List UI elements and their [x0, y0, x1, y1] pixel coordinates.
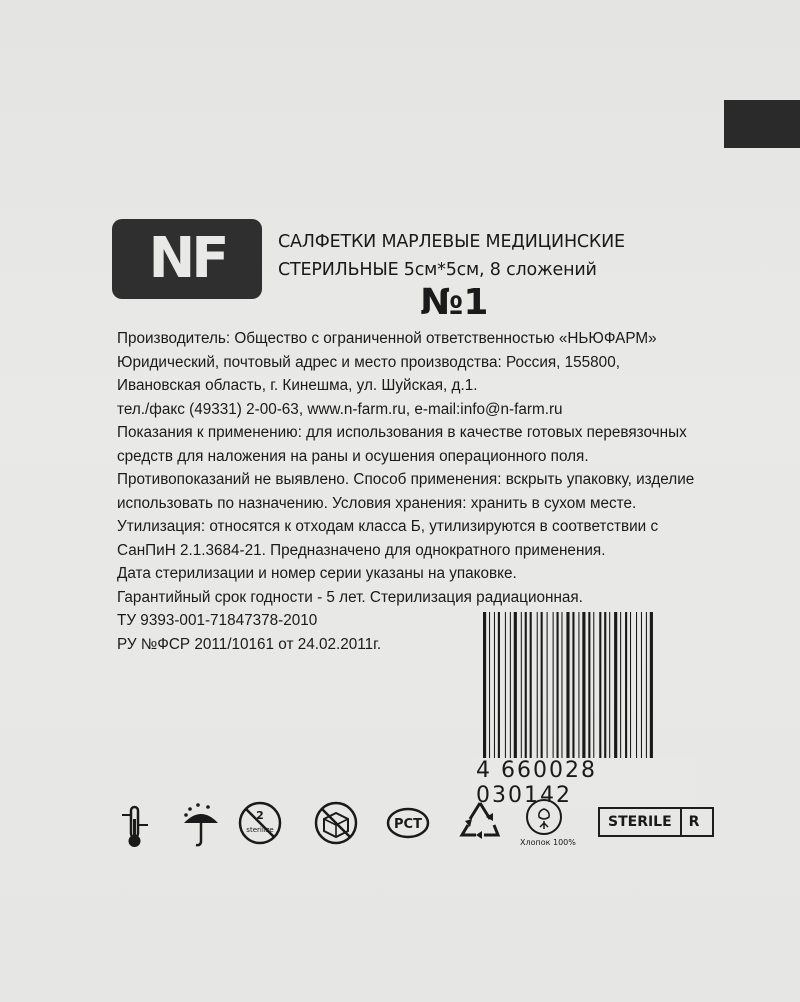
- text-line: Утилизация: относятся к отходам класса Б, утилизируются в соответствии с: [117, 518, 659, 535]
- barcode-bar: [636, 612, 637, 772]
- cotton-label: Хлопок 100%: [520, 838, 576, 847]
- barcode-bar: [582, 612, 585, 772]
- barcode-bar: [489, 612, 490, 772]
- pct-mark-text: PCT: [394, 817, 422, 832]
- do-not-resterilize-icon: [236, 799, 284, 847]
- cotton-icon: [522, 797, 566, 837]
- product-title: [278, 228, 778, 284]
- barcode-bar: [599, 612, 601, 772]
- pct-certification-icon: [384, 803, 434, 843]
- text-line: использовать по назначению. Условия хранения: хранить в сухом месте.: [117, 494, 637, 512]
- keep-dry-umbrella-icon: [178, 801, 224, 849]
- barcode-bar: [561, 612, 562, 772]
- logo-text: NF: [148, 226, 226, 291]
- barcode: [483, 612, 686, 772]
- recycle-icon: [456, 797, 504, 845]
- sterile-label: STERILE: [600, 809, 682, 835]
- barcode-bar: [614, 612, 617, 772]
- barcode-bar: [609, 612, 610, 772]
- barcode-bar: [553, 612, 554, 772]
- product-number: №1: [420, 282, 489, 323]
- barcode-bar: [625, 612, 627, 772]
- barcode-bar: [525, 612, 527, 772]
- title-line-1: САЛФЕТКИ МАРЛЕВЫЕ МЕДИЦИНСКИЕ: [278, 232, 625, 252]
- barcode-bar: [630, 612, 631, 772]
- text-line: Показания к применению: для использования в качестве готовых перевязочных: [117, 424, 687, 441]
- text-line: Дата стерилизации и номер серии указаны на упаковке.: [117, 565, 517, 582]
- text-line: Производитель: Общество с ограниченной ответственностью «НЬЮФАРМ»: [117, 330, 657, 347]
- barcode-bar: [650, 612, 653, 772]
- text-line: Юридический, почтовый адрес и место производства: Россия, 155800,: [117, 353, 620, 371]
- barcode-bar: [494, 612, 495, 772]
- package-damaged-icon: [312, 799, 360, 847]
- barcode-bar: [510, 612, 511, 772]
- barcode-bar: [566, 612, 569, 772]
- barcode-bar: [530, 612, 532, 772]
- barcode-bar: [498, 612, 500, 772]
- barcode-bar: [505, 612, 506, 772]
- barcode-bar: [578, 612, 579, 772]
- barcode-bar: [604, 612, 606, 772]
- barcode-bar: [541, 612, 543, 772]
- text-line: СанПиН 2.1.3684-21. Предназначено для однократного применения.: [117, 541, 606, 559]
- text-line: тел./факс (49331) 2-00-63, www.n-farm.ru, e-mail:info@n-farm.ru: [117, 400, 563, 418]
- barcode-bar: [620, 612, 621, 772]
- text-line: Ивановская область, г. Кинешма, ул. Шуйская, д.1.: [117, 377, 478, 394]
- text-line: ТУ 9393-001-71847378-2010: [117, 612, 318, 629]
- nf-logo: [112, 219, 262, 299]
- barcode-bar: [547, 612, 548, 772]
- barcode-bar: [483, 612, 486, 772]
- barcode-bar: [593, 612, 594, 772]
- barcode-bar: [537, 612, 538, 772]
- barcode-bar: [557, 612, 559, 772]
- sterile-r-symbol: [598, 807, 714, 837]
- sterilize-number: 2: [256, 809, 264, 822]
- temperature-limit-icon: [118, 803, 154, 855]
- text-line: Гарантийный срок годности - 5 лет. Стерилизация радиационная.: [117, 588, 583, 606]
- text-line: РУ №ФСР 2011/10161 от 24.02.2011г.: [117, 635, 382, 653]
- text-line: средств для наложения на раны и осушения операционного поля.: [117, 447, 589, 465]
- barcode-bar: [521, 612, 522, 772]
- sterile-method: R: [688, 814, 700, 830]
- sterilize-word: sterilize: [246, 826, 274, 834]
- barcode-bar: [646, 612, 647, 772]
- text-line: Противопоказаний не выявлено. Способ применения: вскрыть упаковку, изделие: [117, 471, 695, 488]
- barcode-digits: 4 660028 030142: [472, 758, 696, 808]
- barcode-bar: [514, 612, 517, 772]
- product-description: [117, 327, 717, 656]
- title-line-2: СТЕРИЛЬНЫЕ 5см*5см, 8 сложений: [278, 260, 597, 280]
- barcode-bar: [641, 612, 642, 772]
- barcode-bar: [572, 612, 574, 772]
- corner-print-mark: [724, 100, 800, 148]
- barcode-bar: [588, 612, 590, 772]
